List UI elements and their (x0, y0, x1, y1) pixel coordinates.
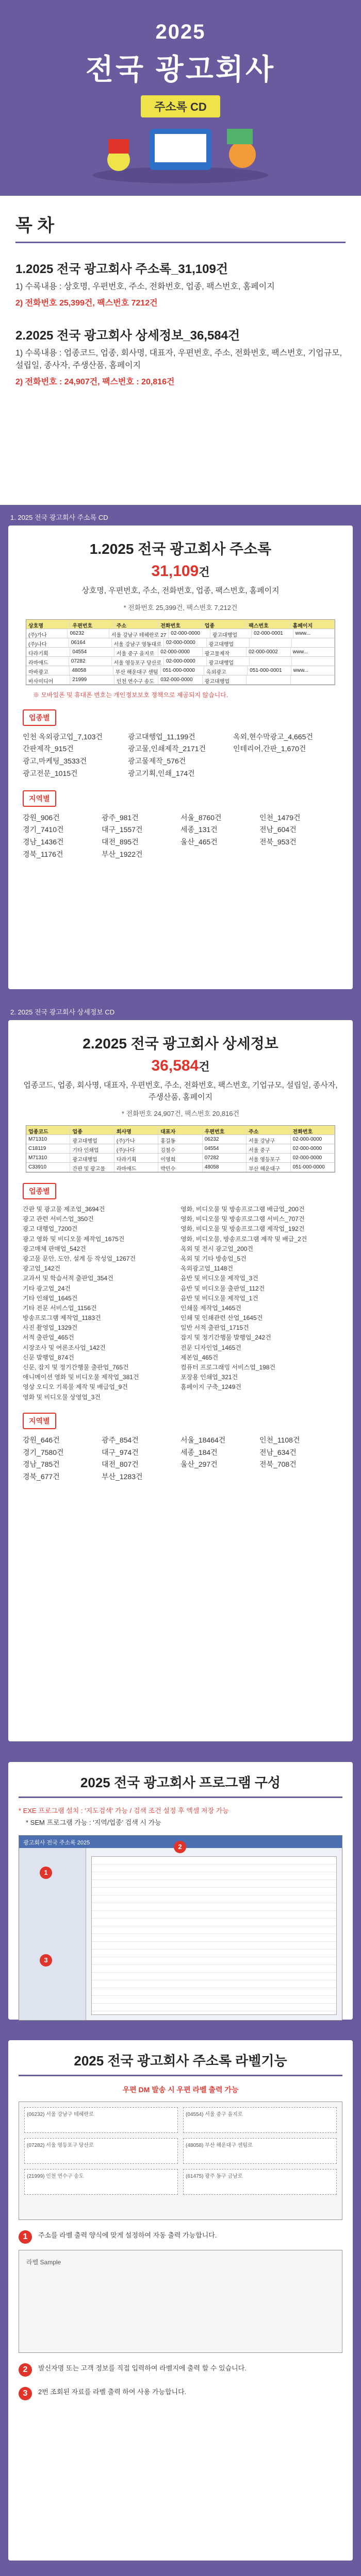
table-row (26, 1135, 335, 1144)
area-list (23, 1434, 338, 1483)
record-count: 31,109건 (151, 563, 210, 580)
list-item: 광주_981건 (102, 813, 139, 822)
program-screenshot (19, 1835, 342, 2021)
list-item: 컴퓨터 프로그래밍 서비스업_198건 (180, 1364, 276, 1371)
table-header-cell: 우편번호 (70, 620, 114, 629)
table-cell: 051-000-0001 (248, 666, 291, 675)
table-cell: 07282 (203, 1154, 247, 1162)
list-item: 광고전문_1015건 (23, 769, 78, 777)
toc-heading: 목 차 (15, 211, 346, 243)
table-cell: C18119 (26, 1144, 70, 1153)
table-cell (250, 657, 292, 666)
table-row (26, 657, 335, 666)
table-cell: 서울 영등포구 당산로 (112, 657, 165, 666)
list-item: 음반 및 비디오물 제작업_1건 (180, 1294, 258, 1302)
list-item: 간판 및 광고물 제조업_3694건 (23, 1206, 105, 1213)
address-label: (61475) 광주 동구 금남로 (183, 2169, 337, 2195)
list-item: 기타 인쇄업_1645건 (23, 1294, 78, 1302)
table-cell: 광고대행업 (70, 1135, 114, 1144)
list-item: 영화, 비디오물 및 방송프로그램 배급업_200건 (180, 1206, 305, 1213)
table-cell: 07282 (69, 657, 112, 666)
list-item (259, 849, 338, 861)
list-item: 광고대행업_11,199건 (128, 732, 195, 741)
list-item: 경남_785건 (23, 1460, 60, 1469)
label-mock-2 (19, 2250, 342, 2353)
address-label: (04554) 서울 중구 을지로 (183, 2107, 337, 2133)
table-row (26, 1154, 335, 1163)
table-header-cell: 업종코드 (26, 1126, 70, 1134)
table-cell (247, 675, 290, 684)
table-cell: 광고대행업 (207, 657, 250, 666)
table-row (26, 1144, 335, 1154)
table-cell: 다라기획 (26, 648, 70, 656)
list-item: 서울_18464건 (180, 1435, 226, 1444)
type-tag: 업종별 (23, 709, 56, 726)
list-item: 대구_974건 (102, 1448, 139, 1456)
list-item: 신문 발행업_874건 (23, 1353, 74, 1361)
table-cell: 라마애드 (26, 657, 69, 666)
table-header-cell: 팩스번호 (247, 620, 290, 629)
type-list (23, 1205, 338, 1402)
table-of-contents (0, 196, 361, 505)
count-unit: 건 (199, 566, 210, 579)
toc-item-2-line-2: 2) 전화번호 : 24,907건, 팩스번호 : 20,816건 (15, 378, 175, 386)
step-text: 주소를 라벨 출력 양식에 맞게 설정하여 자동 출력 가능합니다. (38, 2231, 217, 2239)
list-item: 전문 디자인업_1465건 (180, 1344, 241, 1351)
list-item: 광고물,인쇄제작_2171건 (128, 744, 206, 753)
callout-2-icon: 2 (174, 1841, 186, 1853)
list-item: 경북_1176건 (23, 850, 63, 859)
table-cell: 06164 (69, 638, 112, 647)
list-item: 기타 전문 서비스업_1156건 (23, 1304, 97, 1312)
table-row (26, 1163, 335, 1172)
table-cell: 서울 강남구 테헤란로 27 (109, 629, 169, 638)
label-mock (19, 2102, 342, 2220)
table-cell: (주)가나 (114, 1135, 158, 1144)
list-item: 교과서 및 학습서적 출판업_354건 (23, 1275, 113, 1282)
label-sample-caption: 라벨 Sample (26, 2259, 61, 2266)
list-item: 홈페이지 구축_1249건 (180, 1383, 241, 1391)
area-tag: 지역별 (23, 1413, 56, 1429)
list-item: 강원_906건 (23, 813, 60, 822)
callout-1-icon: 1 (40, 1867, 52, 1879)
table-cell: 이영희 (158, 1154, 202, 1162)
table-header-cell: 홈페이지 (291, 620, 335, 629)
hero-title: 전국 광고회사 (85, 53, 276, 86)
list-item: 음반 및 비디오물 제작업_3건 (180, 1275, 258, 1282)
table-cell: 서울 영등포구 (247, 1154, 290, 1162)
table-row (26, 666, 335, 675)
table-cell: www... (293, 629, 335, 638)
table-cell: 032-000-0000 (158, 675, 202, 684)
table-header-cell: 회사명 (114, 1126, 158, 1134)
list-item: 울산_465건 (180, 838, 218, 846)
address-label: (48058) 부산 해운대구 센텀로 (183, 2138, 337, 2164)
table-cell: 04554 (203, 1144, 247, 1153)
list-item: 제본업_465건 (180, 1353, 219, 1361)
list-item: 전북_953건 (259, 838, 297, 846)
list-item: 영화, 비디오물 및 방송프로그램 제작업_192건 (180, 1225, 305, 1233)
type-list (23, 731, 338, 780)
list-item: 광고,마케팅_3533건 (23, 757, 87, 766)
table-header-cell: 업종 (70, 1126, 114, 1134)
section-title: 2.2025 전국 광고회사 상세정보 (83, 1036, 278, 1052)
list-item: 인천_1479건 (259, 813, 301, 822)
table-cell: 박민수 (158, 1163, 202, 1172)
table-header-cell: 업종 (203, 620, 247, 629)
field-list: 상호명, 우편번호, 주소, 전화번호, 업종, 팩스번호, 홈페이지 (81, 586, 280, 595)
table-cell: (주)나다 (26, 638, 69, 647)
list-item: 부산_1283건 (102, 1472, 143, 1481)
list-item: 인천_1108건 (259, 1435, 300, 1444)
label-title: 2025 전국 광고회사 주소록 라벨기능 (19, 2050, 342, 2076)
list-item: 광고매체 판매업_542건 (23, 1245, 86, 1252)
table-cell (292, 638, 335, 647)
table-cell: 04554 (70, 648, 114, 656)
table-header-cell: 주소 (247, 1126, 290, 1134)
table-header-cell: 대표자 (158, 1126, 202, 1134)
table-header-cell: 주소 (114, 620, 158, 629)
table-cell: 광고대행업 (70, 1154, 114, 1162)
list-item: 간판제작_915건 (23, 744, 74, 753)
table-cell: 인천 연수구 송도 (114, 675, 158, 684)
list-item: 인테리어,간판_1,670건 (233, 744, 306, 753)
detail-section (8, 1020, 353, 1741)
section-band-2: 2. 2025 전국 광고회사 상세정보 CD (0, 999, 361, 1020)
table-cell: 광고대행업 (203, 675, 247, 684)
app-sidebar (19, 1848, 86, 2020)
table-cell: 옥외광고 (204, 666, 248, 675)
table-cell: 광고물제작 (203, 648, 247, 656)
program-section (8, 1762, 353, 2020)
hero-illustration-icon (88, 118, 273, 185)
phone-fax-note: * 전화번호 24,907건, 팩스번호 20,816건 (121, 1110, 240, 1117)
phone-fax-note: * 전화번호 25,399건, 팩스번호 7,212건 (123, 603, 238, 612)
table-cell: 부산 해운대구 센텀 (113, 666, 161, 675)
toc-item-1-line-2: 2) 전화번호 25,399건, 팩스번호 7212건 (15, 299, 158, 308)
list-item: 전남_634건 (259, 1448, 297, 1456)
hero-subtitle: 주소록 CD (141, 95, 220, 117)
list-item: 강원_646건 (23, 1435, 60, 1444)
table-cell: 051-000-0000 (161, 666, 204, 675)
table-cell: 광고대행업 (210, 629, 252, 638)
address-label: (21999) 인천 연수구 송도 (24, 2169, 178, 2195)
step-text: 2번 조회된 자료를 라벨 출력 하여 사용 가능합니다. (38, 2388, 187, 2396)
table-header-cell: 우편번호 (203, 1126, 247, 1134)
section-band-1: 1. 2025 전국 광고회사 주소록 CD (0, 505, 361, 526)
app-titlebar: 광고회사 전국 주소록 2025 (19, 1836, 342, 1848)
list-item: 경기_7580건 (23, 1448, 64, 1456)
address-book-section (8, 526, 353, 989)
area-list (23, 812, 338, 861)
label-step-3 (19, 2387, 342, 2400)
list-item: 광고 관련 서비스업_350건 (23, 1215, 94, 1223)
app-data-grid (91, 1856, 337, 2015)
list-item: 사진 촬영업_1329건 (23, 1324, 78, 1332)
list-item (259, 1471, 338, 1483)
list-item: 대전_807건 (102, 1460, 139, 1469)
list-item: 광주_854건 (102, 1435, 139, 1444)
table-header-cell: 상호명 (26, 620, 70, 629)
table-cell: C33910 (26, 1163, 70, 1172)
list-item: 광고물제작_576건 (128, 757, 186, 766)
type-tag: 업종별 (23, 1183, 56, 1199)
table-cell: www... (291, 666, 335, 675)
table-cell: 02-000-0000 (291, 1135, 335, 1144)
table-header-row (26, 1126, 335, 1135)
list-item: 광고물 문안, 도안, 설계 등 작성업_1267건 (23, 1255, 136, 1262)
table-cell: 바사미디어 (26, 675, 70, 684)
list-item (180, 849, 259, 861)
area-tag: 지역별 (23, 790, 56, 807)
list-item: 영화, 비디오물 및 방송프로그램 서비스_707건 (180, 1215, 305, 1223)
table-row (26, 638, 335, 648)
table-cell: 김철수 (158, 1144, 202, 1153)
list-item: 인쇄물 제작업_1465건 (180, 1304, 241, 1312)
list-item: 대전_895건 (102, 838, 139, 846)
table-cell: 서울 강남구 (247, 1135, 290, 1144)
table-cell: (주)가나 (26, 629, 68, 638)
step-number-icon: 2 (19, 2363, 32, 2377)
field-list: 업종코드, 업종, 회사명, 대표자, 우편번호, 주소, 전화번호, 팩스번호, 기업규모, 설립일, 종사자, 주생산품, 홈페이지 (23, 1081, 338, 1101)
table-row (26, 648, 335, 657)
list-item: 잡지 및 정기간행물 발행업_242건 (180, 1334, 271, 1342)
table-header-cell: 전화번호 (291, 1126, 335, 1134)
program-note: * EXE 프로그램 설치 : '지도검색' 가능 / 검색 조건 설정 후 엑셀 저장 가능 (19, 1807, 229, 1815)
list-item: 경남_1436건 (23, 838, 64, 846)
list-item: 울산_297건 (180, 1460, 218, 1469)
list-item: 시장조사 및 여론조사업_142건 (23, 1344, 106, 1351)
list-item: 서울_8760건 (180, 813, 222, 822)
list-item: 세종_131건 (180, 825, 218, 834)
label-step-1 (19, 2230, 342, 2244)
toc-item-1-line-1: 1) 수록내용 : 상호명, 우편번호, 주소, 전화번호, 업종, 팩스번호, 홈페이지 (15, 282, 275, 291)
label-grid (19, 2102, 342, 2200)
list-item: 포장용 인쇄업_321건 (180, 1374, 238, 1381)
list-item: 영화 및 비디오물 상영업_3건 (23, 1393, 101, 1401)
table-cell: 02-000-0000 (164, 657, 207, 666)
table-cell: 02-000-0001 (252, 629, 293, 638)
table-cell (292, 657, 335, 666)
list-item: 옥외,현수막광고_4,665건 (233, 732, 313, 741)
table-cell: 서울 중구 을지로 (114, 648, 158, 656)
program-note-2: * SEM 프로그램 가능 : '지역/업종' 검색 시 가능 (26, 1819, 161, 1826)
list-item: 영상 오디오 기록물 제작 및 배급업_9건 (23, 1383, 128, 1391)
count-unit: 건 (199, 1060, 210, 1073)
table-cell: 마바광고 (26, 666, 70, 675)
list-item: 세종_184건 (180, 1448, 218, 1456)
table-cell: 광고대행업 (207, 638, 250, 647)
list-item (233, 755, 338, 768)
list-item: 인천 옥외광고업_7,103건 (23, 732, 103, 741)
table-cell: M71310 (26, 1154, 70, 1162)
label-step-2 (19, 2363, 342, 2377)
record-count: 36,584건 (151, 1057, 210, 1074)
toc-item-2-title: 2.2025 전국 광고회사 상세정보_36,584건 (15, 329, 240, 343)
table-cell: www... (291, 648, 335, 656)
table-cell: 02-000-0000 (169, 629, 210, 638)
step-text: 발신자명 또는 고객 정보를 직접 입력하여 라벨지에 출력 할 수 있습니다. (38, 2364, 247, 2372)
list-item: 애니메이션 영화 및 비디오물 제작업_381건 (23, 1374, 139, 1381)
table-cell: 21999 (70, 675, 114, 684)
address-label: (07282) 서울 영등포구 당산로 (24, 2138, 178, 2164)
list-item: 음반 및 비디오물 출판업_112건 (180, 1284, 265, 1292)
toc-item-2-line-1: 1) 수록내용 : 업종코드, 업종, 회사명, 대표자, 우편번호, 주소, 전화번호, 팩스번호, 기업규모, 설립일, 종사자, 주생산품, 홈페이지 (15, 349, 342, 370)
list-item: 기타 광고업_24건 (23, 1284, 71, 1292)
list-item: 신문, 잡지 및 정기간행물 출판업_765건 (23, 1364, 129, 1371)
list-item: 옥외 및 기타 방송업_5건 (180, 1255, 247, 1262)
list-item: 경기_7410건 (23, 825, 64, 834)
list-item: 부산_1922건 (102, 850, 143, 859)
list-item: 방송프로그램 제작업_1183건 (23, 1314, 101, 1322)
table-cell: 48058 (70, 666, 113, 675)
table-cell: 02-000-0000 (164, 638, 207, 647)
table-cell (250, 638, 292, 647)
callout-3-icon: 3 (40, 1954, 52, 1967)
list-item: 광고업_142건 (23, 1265, 61, 1273)
table-cell (291, 675, 335, 684)
table-cell: 02-000-0000 (291, 1144, 335, 1153)
table-cell: 다라기획 (114, 1154, 158, 1162)
step-number-icon: 1 (19, 2230, 32, 2244)
table-cell: 02-000-0000 (158, 648, 202, 656)
toc-item-1-title: 1.2025 전국 광고회사 주소록_31,109건 (15, 262, 228, 276)
table-header-row (26, 620, 335, 629)
table-cell: 051-000-0000 (291, 1163, 335, 1172)
table-cell: 02-000-0000 (291, 1154, 335, 1162)
label-section (8, 2040, 353, 2561)
table-cell: 서울 강남구 영동대로 (112, 638, 165, 647)
list-item: 일반 서적 출판업_1715건 (180, 1324, 249, 1332)
table-cell: (주)나다 (114, 1144, 158, 1153)
section-title: 1.2025 전국 광고회사 주소록 (89, 541, 272, 557)
table-cell: 부산 해운대구 (247, 1163, 290, 1172)
table-cell: 서울 중구 (247, 1144, 290, 1153)
table-cell: 간판 및 광고물 (70, 1163, 114, 1172)
list-item: 광고기획,인쇄_174건 (128, 769, 195, 777)
table-cell: 48058 (203, 1163, 247, 1172)
step-number-icon: 3 (19, 2387, 32, 2400)
table-cell: 06232 (203, 1135, 247, 1144)
list-item: 옥외광고업_1148건 (180, 1265, 234, 1273)
list-item: 대구_1557건 (102, 825, 143, 834)
list-item: 인쇄 및 인쇄관련 산업_1645건 (180, 1314, 263, 1322)
list-item: 전북_708건 (259, 1460, 297, 1469)
privacy-warning: ※ 모바일폰 및 휴대폰 번호는 개인정보보호 정책으로 제공되지 않습니다. (33, 691, 228, 699)
sample-table (26, 619, 335, 685)
hero-banner (0, 0, 361, 196)
hero-year: 2025 (155, 21, 206, 43)
table-header-cell: 전화번호 (158, 620, 202, 629)
list-item: 광고 대행업_7200건 (23, 1225, 78, 1233)
table-cell: 기타 인쇄업 (70, 1144, 114, 1153)
list-item: 서적 출판업_465건 (23, 1334, 74, 1342)
list-item (180, 1471, 259, 1483)
label-note: 우편 DM 발송 시 우편 라벨 출력 가능 (122, 2086, 239, 2094)
list-item (233, 768, 338, 780)
sample-table (26, 1125, 335, 1173)
table-row (26, 675, 335, 685)
table-cell: 06232 (68, 629, 109, 638)
list-item (180, 1393, 338, 1402)
table-cell: 홍길동 (158, 1135, 202, 1144)
list-item: 광고 영화 및 비디오물 제작업_1675건 (23, 1235, 125, 1243)
table-cell: 라마애드 (114, 1163, 158, 1172)
address-label: (06232) 서울 강남구 테헤란로 (24, 2107, 178, 2133)
table-cell: 02-000-0002 (247, 648, 290, 656)
table-cell: M71310 (26, 1135, 70, 1144)
list-item: 전남_604건 (259, 825, 297, 834)
program-title: 2025 전국 광고회사 프로그램 구성 (19, 1772, 342, 1798)
list-item: 옥외 및 전시 광고업_200건 (180, 1245, 254, 1252)
table-row (26, 629, 335, 638)
list-item: 경북_677건 (23, 1472, 60, 1481)
list-item: 영화, 비디오물, 방송프로그램 제작 및 배급_2건 (180, 1235, 307, 1243)
